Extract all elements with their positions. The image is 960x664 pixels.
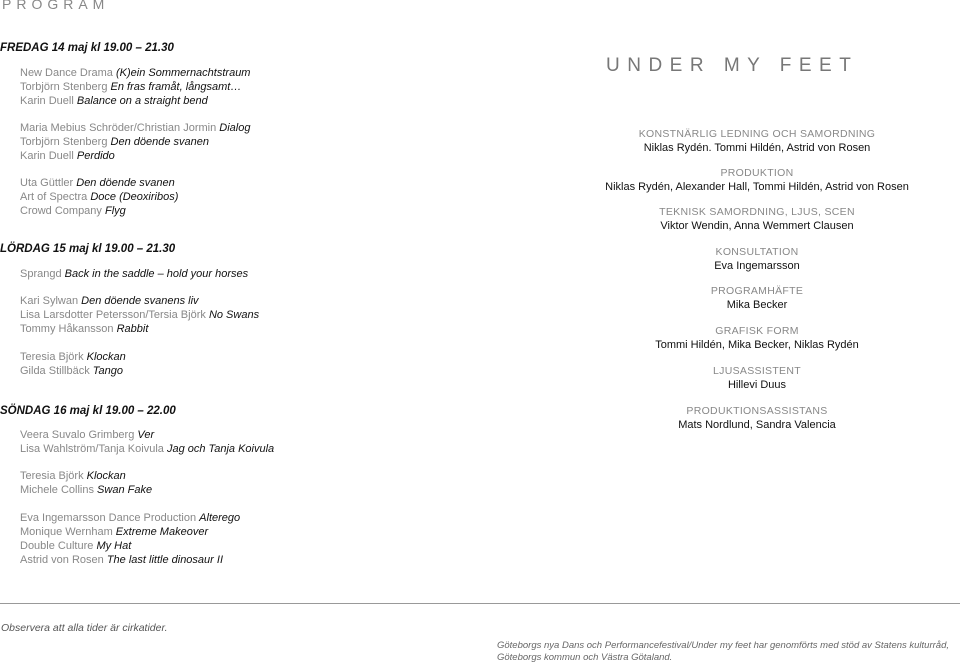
work-title: Ver (137, 429, 155, 441)
artist-name: Art of Spectra (20, 191, 88, 203)
credit-names: Tommi Hildén, Mika Becker, Niklas Rydén (655, 339, 859, 351)
artist-name: Tommy Håkansson (20, 323, 114, 335)
work-title: Jag och Tanja Koivula (166, 443, 275, 455)
artist-name: Double Culture (20, 540, 94, 552)
work-title: Swan Fake (97, 484, 153, 496)
program-group (20, 350, 126, 378)
program-entry (20, 66, 250, 80)
credit-block (570, 325, 944, 352)
credit-block (570, 246, 944, 273)
credit-block (570, 167, 944, 194)
work-title: (K)ein Sommernachtstraum (115, 67, 251, 79)
work-title: Perdido (76, 150, 115, 162)
day-heading-friday: FREDAG 14 maj kl 19.00 – 21.30 (0, 42, 174, 54)
program-entry (20, 94, 250, 108)
artist-name: Veera Suvalo Grimberg (20, 429, 135, 441)
artist-name: Torbjörn Stenberg (20, 136, 108, 148)
credit-block (570, 365, 944, 392)
work-title: Den döende svanen (110, 136, 209, 148)
credit-role: KONSULTATION (715, 246, 799, 258)
artist-name: Karin Duell (20, 150, 74, 162)
program-group (20, 267, 248, 281)
program-entry (20, 294, 259, 308)
credit-role: LJUSASSISTENT (713, 365, 801, 377)
program-group (20, 428, 274, 456)
program-group (20, 294, 259, 336)
credit-block (570, 206, 944, 233)
artist-name: Torbjörn Stenberg (20, 81, 108, 93)
artist-name: Crowd Company (20, 205, 102, 217)
program-entry (20, 483, 152, 497)
credit-names: Mats Nordlund, Sandra Valencia (678, 419, 836, 431)
artist-name: Teresia Björk (20, 470, 84, 482)
artist-name: Uta Güttler (20, 177, 74, 189)
credit-block (570, 128, 944, 155)
program-entry (20, 539, 240, 553)
credit-names: Niklas Rydén. Tommi Hildén, Astrid von Rosen (643, 142, 871, 154)
work-title: Flyg (104, 205, 126, 217)
artist-name: Gilda Stillbäck (20, 365, 90, 377)
credit-names: Viktor Wendin, Anna Wemmert Clausen (660, 220, 854, 232)
work-title: The last little dinosaur II (106, 554, 223, 566)
artist-name: New Dance Drama (20, 67, 113, 79)
work-title: Den döende svanens liv (81, 295, 199, 307)
credit-names: Eva Ingemarsson (714, 260, 800, 272)
program-group (20, 469, 152, 497)
artist-name: Monique Wernham (20, 526, 113, 538)
credit-role: GRAFISK FORM (715, 325, 799, 337)
credit-role: PRODUKTION (720, 167, 794, 179)
program-entry (20, 176, 178, 190)
work-title: Klockan (86, 470, 126, 482)
festival-title: UNDER MY FEET (606, 55, 859, 76)
footer-note: Observera att alla tider är cirkatider. (1, 622, 168, 634)
artist-name: Maria Mebius Schröder/Christian Jormin (20, 122, 217, 134)
program-entry (20, 350, 126, 364)
credit-role: TEKNISK SAMORDNING, LJUS, SCEN (659, 206, 855, 218)
work-title: Alterego (199, 512, 241, 524)
artist-name: Lisa Wahlström/Tanja Koivula (20, 443, 164, 455)
credit-block (570, 285, 944, 312)
work-title: Tango (92, 365, 123, 377)
program-entry (20, 511, 240, 525)
artist-name: Teresia Björk (20, 351, 84, 363)
credit-names: Mika Becker (726, 299, 788, 311)
day-heading-saturday: LÖRDAG 15 maj kl 19.00 – 21.30 (0, 243, 176, 255)
work-title: My Hat (96, 540, 132, 552)
program-entry (20, 267, 248, 281)
credit-names: Hillevi Duus (727, 379, 787, 391)
work-title: Den döende svanen (76, 177, 175, 189)
artist-name: Michele Collins (20, 484, 94, 496)
footer-support-text: Göteborgs nya Dans och Performancefestival/Under my feet har genomförts med stöd av Statens kulturråd, Göteborgs kommun och Västra Götaland. (497, 640, 949, 663)
work-title: Extreme Makeover (115, 526, 209, 538)
work-title: Rabbit (116, 323, 149, 335)
page-title: PROGRAM (2, 0, 110, 12)
artist-name: Lisa Larsdotter Petersson/Tersia Björk (20, 309, 206, 321)
artist-name: Sprangd (20, 268, 62, 280)
program-entry (20, 364, 126, 378)
program-entry (20, 553, 240, 567)
program-entry (20, 149, 250, 163)
artist-name: Karin Duell (20, 95, 74, 107)
work-title: Dialog (219, 122, 251, 134)
program-group (20, 66, 250, 108)
credit-role: PROGRAMHÄFTE (710, 285, 804, 297)
credit-block (570, 405, 944, 432)
artist-name: Eva Ingemarsson Dance Production (20, 512, 197, 524)
day-heading-sunday: SÖNDAG 16 maj kl 19.00 – 22.00 (0, 405, 176, 417)
program-entry (20, 204, 178, 218)
program-entry (20, 525, 240, 539)
program-group (20, 511, 240, 567)
work-title: Back in the saddle – hold your horses (64, 268, 249, 280)
artist-name: Kari Sylwan (20, 295, 79, 307)
program-entry (20, 428, 274, 442)
work-title: No Swans (208, 309, 260, 321)
credit-role: PRODUKTIONSASSISTANS (686, 405, 828, 417)
work-title: En fras framåt, långsamt… (110, 81, 242, 93)
artist-name: Astrid von Rosen (20, 554, 104, 566)
program-group (20, 176, 178, 218)
credit-role: KONSTNÄRLIG LEDNING OCH SAMORDNING (638, 128, 876, 140)
program-entry (20, 442, 274, 456)
program-group (20, 121, 250, 163)
work-title: Klockan (86, 351, 126, 363)
program-entry (20, 135, 250, 149)
work-title: Balance on a straight bend (76, 95, 208, 107)
program-entry (20, 308, 259, 322)
program-entry (20, 80, 250, 94)
program-entry (20, 469, 152, 483)
work-title: Doce (Deoxiribos) (90, 191, 179, 203)
program-entry (20, 190, 178, 204)
program-entry (20, 121, 250, 135)
credit-names: Niklas Rydén, Alexander Hall, Tommi Hildén, Astrid von Rosen (605, 181, 909, 193)
program-entry (20, 322, 259, 336)
footer-divider (0, 603, 960, 604)
